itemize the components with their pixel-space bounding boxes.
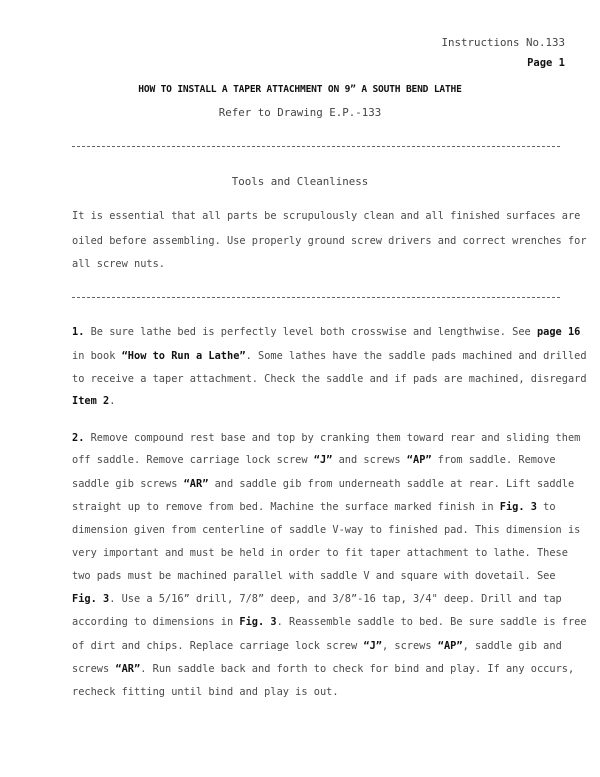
step1-number: 1. [72, 326, 85, 338]
step2-line: dimension given from centerline of saddle V-way to finished pad. This dimension is [72, 524, 581, 536]
text-run: Be sure lathe bed is perfectly level both crosswise and lengthwise. See [84, 326, 537, 338]
part-reference: “AR” [115, 663, 141, 675]
step2-line [72, 640, 562, 652]
text-run: , screws [381, 640, 438, 652]
part-reference: “AP” [406, 454, 432, 466]
text-run: off saddle. Remove carriage lock screw [72, 454, 314, 466]
step1-line: to receive a taper attachment. Check the saddle and if pads are machined, disregard [72, 373, 587, 385]
page-number: Page 1 [527, 57, 565, 69]
text-run: . Reassemble saddle to bed. Be sure saddle is free [276, 616, 587, 628]
page-reference: page 16 [536, 326, 581, 338]
step2-line [72, 663, 574, 675]
text-run: . Some lathes have the saddle pads machined and drilled [245, 350, 587, 362]
text-run: . Use a 5/16” drill, 7/8” deep, and 3/8”-16 tap, 3/4" deep. Drill and tap [109, 593, 562, 605]
part-reference: “J” [313, 454, 333, 466]
text-run: and saddle gib from underneath saddle at rear. Lift saddle [208, 478, 575, 490]
text-run: . Run saddle back and forth to check for bind and play. If any occurs, [140, 663, 575, 675]
text-run: to [536, 501, 556, 513]
text-run: of dirt and chips. Replace carriage lock screw [72, 640, 364, 652]
step1-line [72, 350, 587, 362]
step2-number: 2. [72, 432, 85, 444]
text-run: , saddle gib and [462, 640, 562, 652]
intro-line: It is essential that all parts be scrupulously clean and all finished surfaces are [72, 210, 581, 222]
figure-reference: Fig. 3 [239, 616, 277, 628]
text-run: according to dimensions in [72, 616, 240, 628]
step2-line: two pads must be machined parallel with saddle V and square with dovetail. See [72, 570, 556, 582]
step2-line: very important and must be held in order to fit taper attachment to lathe. These [72, 547, 568, 559]
step1-line [72, 395, 115, 407]
text-run: saddle gib screws [72, 478, 184, 490]
step2-line [72, 432, 580, 444]
step2-line [72, 616, 587, 628]
step2-line [72, 454, 556, 466]
text-run: from saddle. Remove [431, 454, 556, 466]
book-reference: “How to Run a Lathe” [121, 350, 246, 362]
divider-top [72, 146, 560, 147]
drawing-reference: Refer to Drawing E.P.-133 [218, 106, 382, 119]
text-run: screws [72, 663, 116, 675]
text-run: straight up to remove from bed. Machine the surface marked finish in [72, 501, 500, 513]
step2-line [72, 501, 556, 513]
figure-reference: Fig. 3 [499, 501, 537, 513]
part-reference: “AR” [183, 478, 209, 490]
document-title: HOW TO INSTALL A TAPER ATTACHMENT ON 9” A SOUTH BEND LATHE [138, 84, 462, 95]
part-reference: “J” [363, 640, 382, 652]
text-run: in book [72, 350, 122, 362]
step2-line [72, 478, 574, 490]
instructions-number: Instructions No.133 [441, 36, 565, 49]
intro-line: all screw nuts. [72, 258, 165, 270]
intro-line: oiled before assembling. Use properly ground screw drivers and correct wrenches for [72, 235, 587, 247]
section-heading: Tools and Cleanliness [231, 175, 369, 188]
figure-reference: Fig. 3 [72, 593, 110, 605]
step1-line [72, 326, 580, 338]
text-run: Remove compound rest base and top by cranking them toward rear and sliding them [84, 432, 581, 444]
part-reference: “AP” [437, 640, 463, 652]
divider-middle [72, 297, 560, 298]
text-run: . [109, 395, 116, 407]
step2-line [72, 593, 562, 605]
item-reference: Item 2 [72, 395, 110, 407]
text-run: and screws [332, 454, 407, 466]
step2-line: recheck fitting until bind and play is out. [72, 686, 339, 698]
